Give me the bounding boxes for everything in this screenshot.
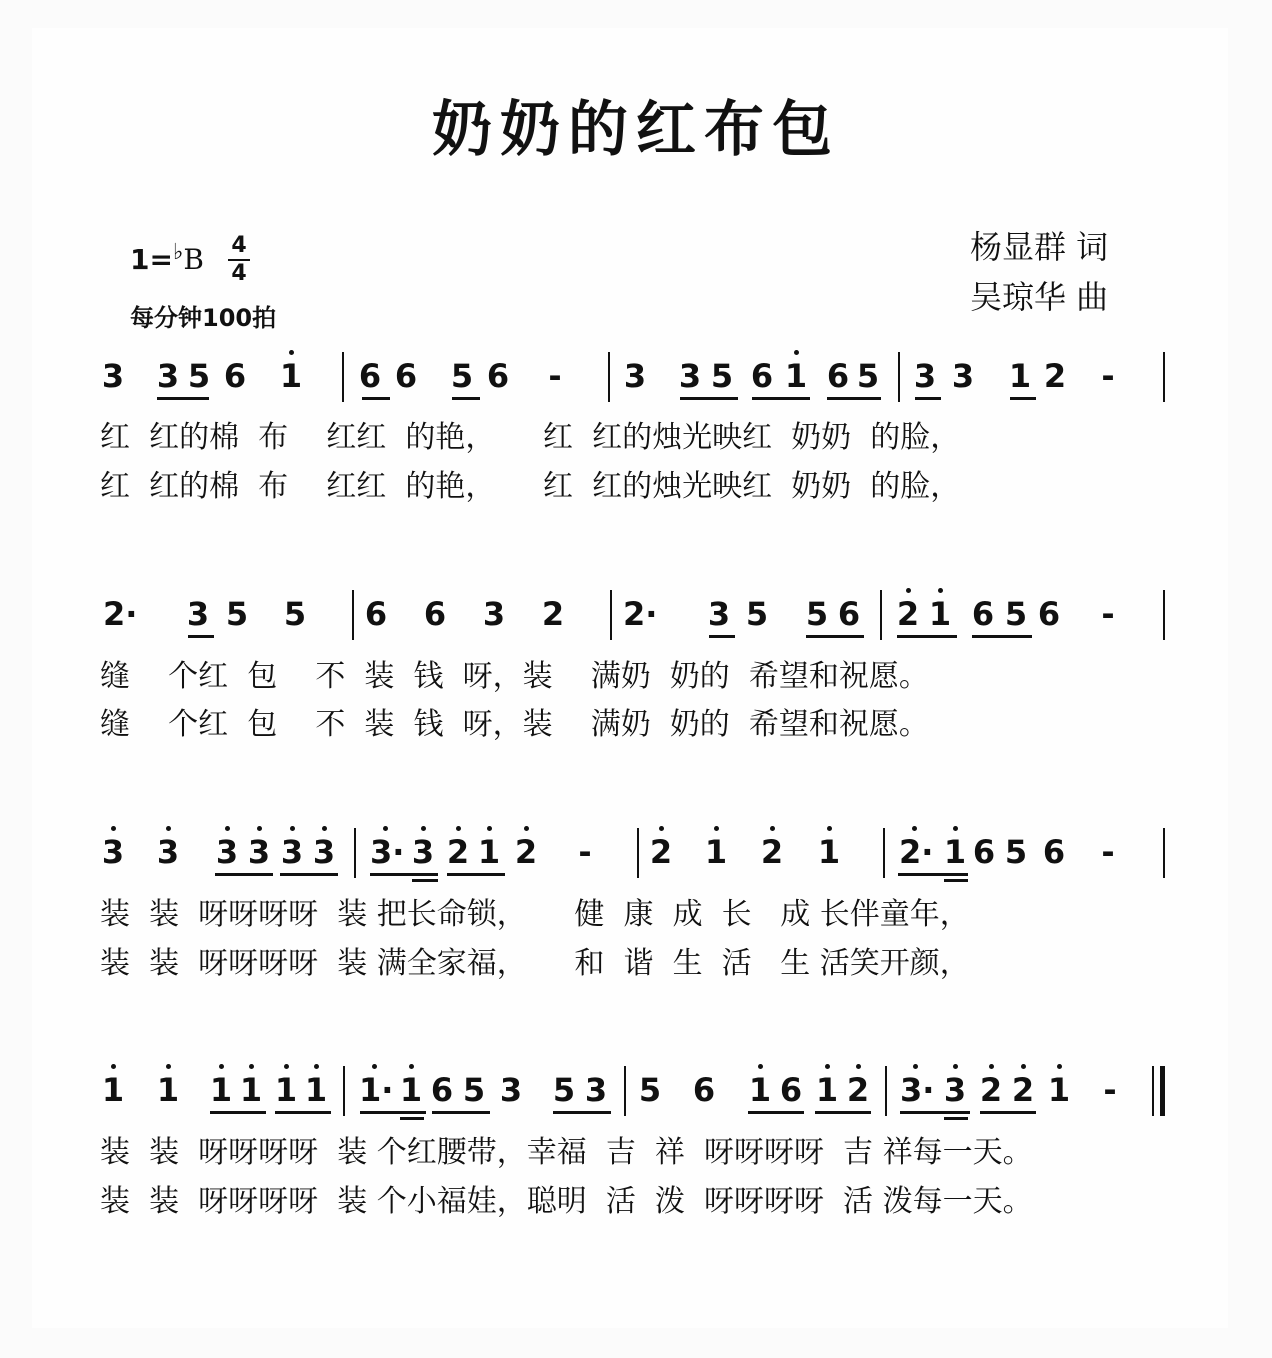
note: 5 — [283, 595, 307, 633]
note: 2 — [443, 822, 473, 882]
note: 1 — [236, 1060, 266, 1120]
note: 3 — [212, 822, 242, 882]
note: 1 — [812, 1060, 842, 1120]
note: 1 — [206, 1060, 236, 1120]
note: 2 — [843, 1060, 873, 1120]
note: 1 — [814, 822, 844, 882]
barline — [610, 590, 612, 640]
note: 2 — [757, 822, 787, 882]
notation-line-4 — [0, 1060, 1272, 1120]
note: 1· — [359, 1060, 389, 1120]
key-signature — [130, 240, 204, 276]
time-signature-bottom: 4 — [231, 261, 247, 286]
notation-line-2 — [0, 584, 1272, 644]
barline — [342, 352, 344, 402]
note: 3· — [900, 1060, 930, 1120]
flat-sign: ♭ — [172, 240, 184, 265]
note: 3 — [101, 357, 125, 395]
note: 3 — [584, 1071, 608, 1109]
dash-extension: - — [1101, 595, 1115, 633]
dash-extension: - — [1103, 1071, 1117, 1109]
note: 3 — [623, 357, 647, 395]
note: 1 — [925, 584, 955, 644]
note: 3 — [153, 822, 183, 882]
time-signature — [228, 234, 250, 286]
note: 6 — [394, 357, 418, 395]
note: 6 — [423, 595, 447, 633]
note: 2 — [511, 822, 541, 882]
note: 3 — [277, 822, 307, 882]
note: 1 — [474, 822, 504, 882]
note: 6 — [779, 1071, 803, 1109]
note: 1 — [781, 346, 811, 406]
note: 6 — [971, 595, 995, 633]
time-signature-top: 4 — [231, 233, 247, 258]
barline — [1163, 828, 1165, 878]
note: 5 — [187, 357, 211, 395]
barline — [885, 1066, 887, 1116]
lyric-line: 红 红的棉 布 红红 的艳， 红 红的烛光映红 奶奶 的脸， — [100, 420, 961, 455]
dash-extension: - — [578, 833, 592, 871]
note: 2 — [976, 1060, 1006, 1120]
note: 3 — [951, 357, 975, 395]
note: 6 — [1037, 595, 1061, 633]
note: 3 — [186, 595, 210, 633]
note: 6 — [358, 357, 382, 395]
barline — [354, 828, 356, 878]
lyric-line: 红 红的棉 布 红红 的艳， 红 红的烛光映红 奶奶 的脸， — [100, 469, 961, 504]
note: 1 — [276, 346, 306, 406]
note: 3 — [913, 357, 937, 395]
barline — [624, 1066, 626, 1116]
note: 5 — [462, 1071, 486, 1109]
note: 5 — [450, 357, 474, 395]
dash-extension: - — [1101, 357, 1115, 395]
note: 2 — [541, 595, 565, 633]
lyric-line: 缝 个红 包 不 装 钱 呀，装 满奶 奶的 希望和祝愿。 — [100, 707, 929, 742]
note: 3 — [156, 357, 180, 395]
note: 3 — [408, 822, 438, 882]
note: 6 — [826, 357, 850, 395]
barline — [880, 590, 882, 640]
lyric-line: 缝 个红 包 不 装 钱 呀，装 满奶 奶的 希望和祝愿。 — [100, 659, 929, 694]
notation-line-1 — [0, 346, 1272, 406]
note: 6 — [430, 1071, 454, 1109]
note: 1 — [940, 822, 970, 882]
note: 6 — [364, 595, 388, 633]
note: 1 — [701, 822, 731, 882]
note: 5 — [745, 595, 769, 633]
note: 5 — [710, 357, 734, 395]
note: 1 — [745, 1060, 775, 1120]
note: 5 — [552, 1071, 576, 1109]
barline — [1163, 352, 1165, 402]
note: 6 — [972, 833, 996, 871]
barline — [1163, 590, 1165, 640]
note: 2 — [646, 822, 676, 882]
note: 3 — [678, 357, 702, 395]
barline — [637, 828, 639, 878]
final-barline-thick — [1160, 1066, 1165, 1116]
notation-line-3 — [0, 822, 1272, 882]
note: 6 — [486, 357, 510, 395]
lyric-line: 装 装 呀呀呀呀 装 个红腰带，幸福 吉 祥 呀呀呀呀 吉 祥每一天。 — [100, 1135, 1033, 1170]
note: 2 — [1008, 1060, 1038, 1120]
dash-extension: - — [1101, 833, 1115, 871]
note: 1 — [1044, 1060, 1074, 1120]
note: 3· — [370, 822, 400, 882]
note: 3 — [482, 595, 506, 633]
note: 6 — [692, 1071, 716, 1109]
lyric-line: 装 装 呀呀呀呀 装 把长命锁， 健 康 成 长 成 长伴童年， — [100, 897, 970, 932]
note: 5 — [805, 595, 829, 633]
note: 6 — [223, 357, 247, 395]
barline — [883, 828, 885, 878]
note: 1 — [301, 1060, 331, 1120]
note: 3 — [707, 595, 731, 633]
lyric-line: 装 装 呀呀呀呀 装 满全家福， 和 谐 生 活 生 活笑开颜， — [100, 946, 970, 981]
note: 1 — [1008, 357, 1032, 395]
note: 6 — [837, 595, 861, 633]
barline — [608, 352, 610, 402]
note: 6 — [1042, 833, 1066, 871]
note: 1 — [98, 1060, 128, 1120]
note: 5 — [1004, 595, 1028, 633]
tempo-marking: 每分钟100拍 — [130, 304, 277, 332]
note: 3 — [940, 1060, 970, 1120]
lyric-line: 装 装 呀呀呀呀 装 个小福娃，聪明 活 泼 呀呀呀呀 活 泼每一天。 — [100, 1184, 1033, 1219]
note: 6 — [750, 357, 774, 395]
note: 5 — [1004, 833, 1028, 871]
note: 3 — [499, 1071, 523, 1109]
note: 2· — [899, 822, 929, 882]
barline — [352, 590, 354, 640]
note: 2· — [623, 595, 658, 633]
composer-credit: 吴琼华 曲 — [970, 278, 1109, 316]
key-prefix: 1= — [130, 243, 173, 276]
lyricist-credit: 杨显群 词 — [970, 228, 1109, 266]
note: 2· — [103, 595, 138, 633]
final-barline-thin — [1152, 1066, 1154, 1116]
note: 5 — [856, 357, 880, 395]
note: 5 — [638, 1071, 662, 1109]
note: 3 — [98, 822, 128, 882]
note: 3 — [309, 822, 339, 882]
note: 1 — [396, 1060, 426, 1120]
note: 2 — [1043, 357, 1067, 395]
song-title: 奶奶的红布包 — [432, 95, 840, 165]
barline — [343, 1066, 345, 1116]
note: 3 — [244, 822, 274, 882]
dash-extension: - — [548, 357, 562, 395]
note: 1 — [271, 1060, 301, 1120]
note: 5 — [225, 595, 249, 633]
note: 2 — [893, 584, 923, 644]
barline — [898, 352, 900, 402]
key-note: B — [183, 243, 204, 276]
note: 1 — [153, 1060, 183, 1120]
